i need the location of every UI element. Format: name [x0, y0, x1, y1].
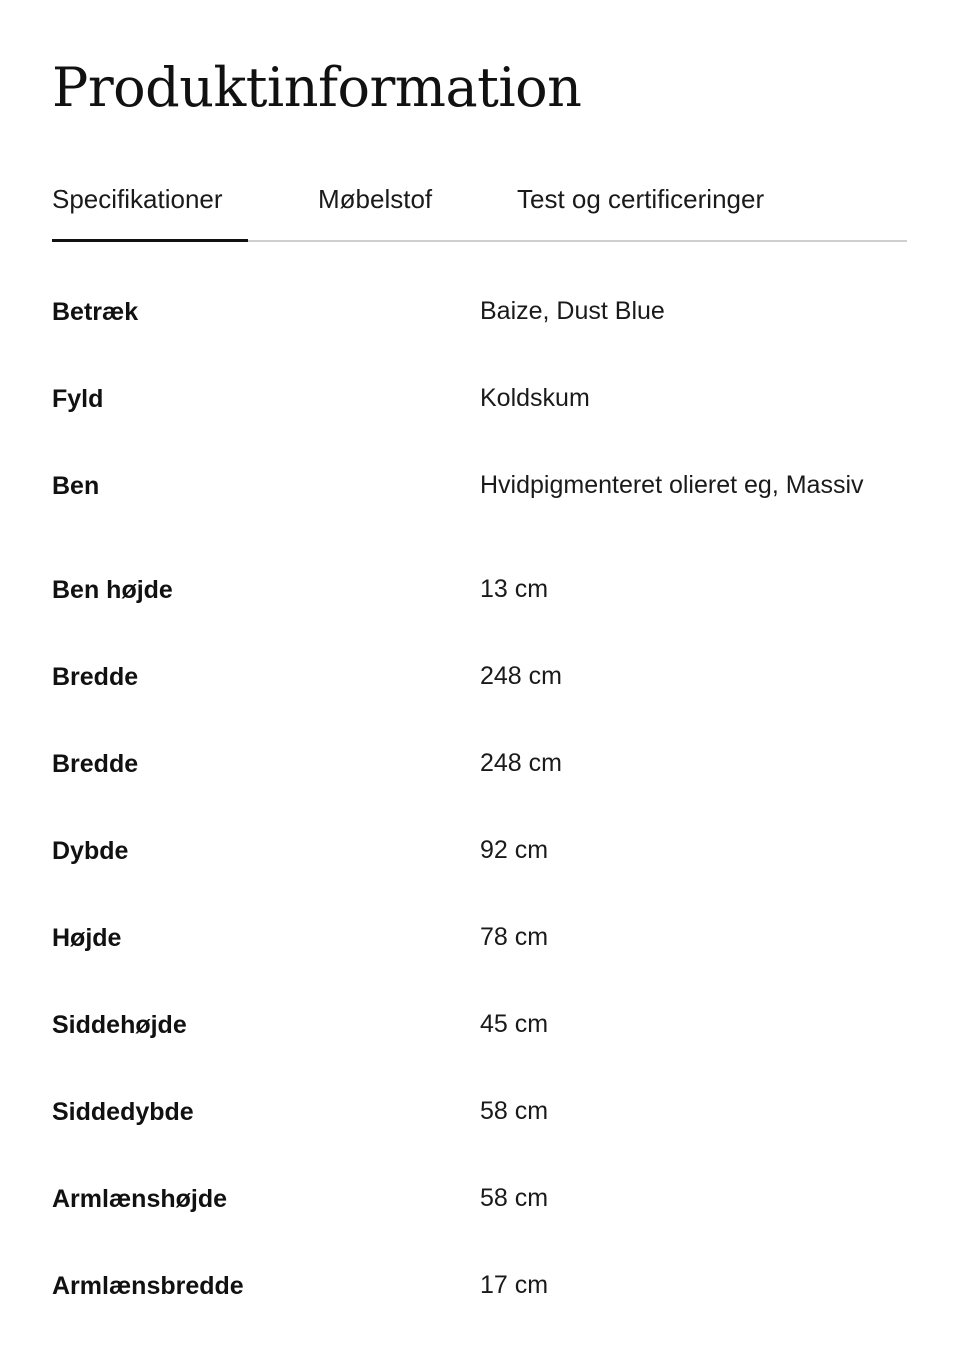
spec-row-armlaenshojde [52, 1179, 908, 1266]
spec-label: Bredde [52, 663, 139, 691]
spec-row-ben-hojde [52, 570, 908, 657]
spec-label: Siddehøjde [52, 1011, 187, 1039]
spec-row-armlaensbredde [52, 1266, 908, 1353]
spec-value: 248 cm [480, 662, 562, 690]
spec-value: 58 cm [480, 1184, 549, 1212]
spec-label: Betræk [52, 298, 139, 326]
tab-active-indicator [52, 239, 248, 242]
spec-row-bredde [52, 657, 908, 744]
spec-row-betraek [52, 292, 908, 379]
spec-value: 78 cm [480, 923, 549, 951]
spec-value: 45 cm [480, 1010, 549, 1038]
spec-label: Dybde [52, 837, 129, 865]
spec-row-ben [52, 466, 908, 570]
tab-test-og-certificeringer[interactable]: Test og certificeringer [517, 184, 765, 214]
spec-label: Armlænsbredde [52, 1272, 244, 1300]
spec-label: Ben højde [52, 576, 173, 604]
spec-label: Ben [52, 472, 100, 500]
spec-row-siddehojde [52, 1005, 908, 1092]
spec-value: 58 cm [480, 1097, 549, 1125]
spec-label: Højde [52, 924, 122, 952]
spec-label: Siddedybde [52, 1098, 194, 1126]
spec-row-hojde [52, 918, 908, 1005]
tab-mobelstof[interactable]: Møbelstof [318, 184, 433, 214]
spec-value: 248 cm [480, 749, 562, 777]
spec-value: Koldskum [480, 384, 590, 412]
spec-row-siddedybde [52, 1092, 908, 1179]
spec-value: Baize, Dust Blue [480, 297, 665, 325]
page-title: Produktinformation [52, 56, 582, 119]
tab-bar [52, 176, 907, 244]
spec-row-fyld [52, 379, 908, 466]
spec-value: Hvidpigmenteret olieret eg, Massiv [480, 471, 864, 499]
spec-value: 92 cm [480, 836, 549, 864]
tab-specifikationer[interactable]: Specifikationer [52, 184, 223, 214]
spec-value: 13 cm [480, 575, 549, 603]
spec-row-dybde [52, 831, 908, 918]
spec-row-bredde-2 [52, 744, 908, 831]
spec-label: Bredde [52, 750, 139, 778]
spec-label: Fyld [52, 385, 104, 413]
spec-value: 17 cm [480, 1271, 549, 1299]
spec-label: Armlænshøjde [52, 1185, 228, 1213]
spec-table [52, 292, 908, 1353]
